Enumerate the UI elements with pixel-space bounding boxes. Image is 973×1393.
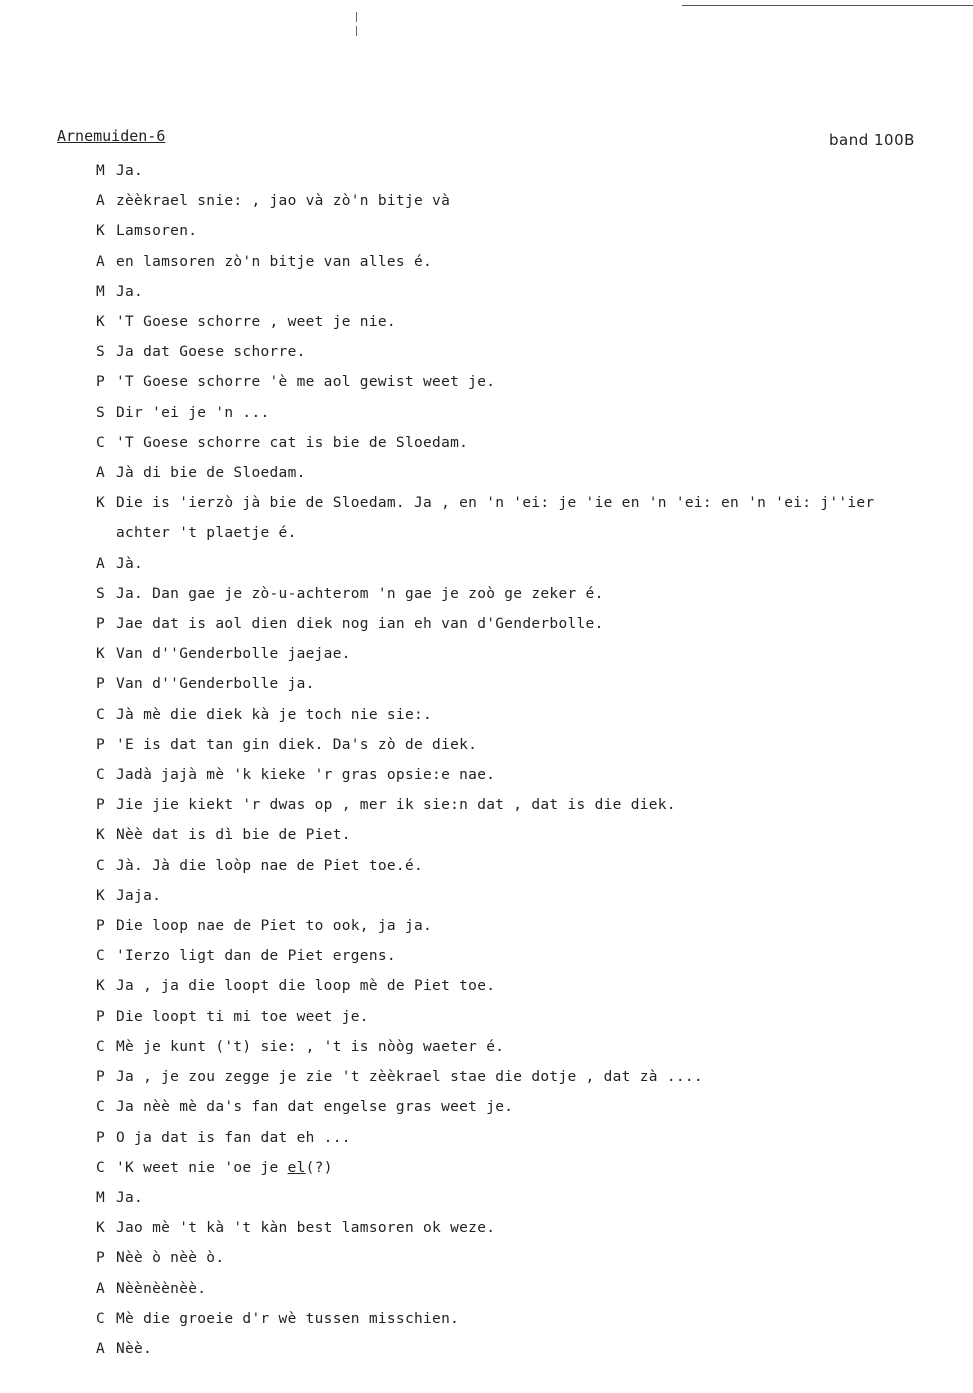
speaker-label: K <box>96 978 106 995</box>
utterance-text: Jadà jajà mè 'k kieke 'r gras opsie:e nae. <box>116 767 496 784</box>
transcript-line <box>96 851 966 881</box>
utterance-text: Jà. Jà die loòp nae de Piet toe.é. <box>116 857 424 874</box>
transcript-line <box>96 760 966 790</box>
transcript-line <box>96 1153 966 1183</box>
utterance-text: Ja nèè mè da's fan dat engelse gras weet je. <box>116 1099 514 1116</box>
speaker-label: P <box>96 1069 106 1086</box>
band-label: band 100B <box>829 131 915 149</box>
speaker-label: C <box>96 1310 106 1327</box>
utterance-text: Ja. Dan gae je zò-u-achterom 'n gae je zoò ge zeker é. <box>116 585 604 602</box>
top-rule <box>682 5 973 6</box>
utterance-text: Jao mè 't kà 't kàn best lamsoren ok weze. <box>116 1220 496 1237</box>
speaker-label: P <box>96 676 106 693</box>
utterance-text: Nèènèènèè. <box>116 1280 207 1297</box>
speaker-label: P <box>96 1129 106 1146</box>
utterance-text: achter 't plaetje é. <box>116 525 297 542</box>
transcript-line <box>96 820 966 850</box>
speaker-label: P <box>96 797 106 814</box>
utterance-suffix: (?) <box>305 1159 333 1176</box>
transcript-line <box>96 367 966 397</box>
speaker-label: A <box>96 555 106 572</box>
transcript-line <box>96 518 966 548</box>
utterance-text: Nèè dat is dì bie de Piet. <box>116 827 351 844</box>
utterance-text: 'E is dat tan gin diek. Da's zò de diek. <box>116 736 478 753</box>
transcript-line <box>96 428 966 458</box>
speaker-label: K <box>96 495 106 512</box>
utterance-text: 'T Goese schorre , weet je nie. <box>116 314 396 331</box>
speaker-label: C <box>96 1038 106 1055</box>
speaker-label: A <box>96 193 106 210</box>
transcript-line <box>96 1062 966 1092</box>
speaker-label: P <box>96 918 106 935</box>
transcript-line <box>96 1032 966 1062</box>
transcript-line <box>96 971 966 1001</box>
utterance-text: Van d''Genderbolle ja. <box>116 676 315 693</box>
utterance-text: Ja. <box>116 163 144 179</box>
utterance-text: Mè die groeie d'r wè tussen misschien. <box>116 1310 460 1327</box>
speaker-label: P <box>96 1008 106 1025</box>
speaker-label: C <box>96 948 106 965</box>
utterance-text: 'T Goese schorre 'è me aol gewist weet je. <box>116 374 496 391</box>
speaker-label: C <box>96 706 106 723</box>
transcript-line <box>96 790 966 820</box>
speaker-label: K <box>96 887 106 904</box>
speaker-label: C <box>96 767 106 784</box>
speaker-label: S <box>96 344 106 361</box>
utterance-text: Ja dat Goese schorre. <box>116 344 306 361</box>
speaker-label: P <box>96 736 106 753</box>
transcript-line <box>96 398 966 428</box>
transcript-line <box>96 579 966 609</box>
speaker-label: K <box>96 314 106 331</box>
transcript-lines <box>96 156 966 1364</box>
document-title: Arnemuiden-6 <box>57 127 166 145</box>
utterance-text: Jae dat is aol dien diek nog ian eh van d'Genderbolle. <box>116 616 604 633</box>
utterance-text: 'K weet nie 'oe je <box>116 1159 288 1176</box>
speaker-label: M <box>96 163 106 179</box>
speaker-label: K <box>96 646 106 663</box>
transcript-line <box>96 941 966 971</box>
speaker-label: P <box>96 374 106 391</box>
transcript-line <box>96 1123 966 1153</box>
transcript-line <box>96 609 966 639</box>
transcript-line <box>96 277 966 307</box>
speaker-label: P <box>96 616 106 633</box>
utterance-text: en lamsoren zò'n bitje van alles é. <box>116 253 433 270</box>
utterance-text: Jaja. <box>116 887 162 904</box>
transcript-line <box>96 730 966 760</box>
utterance-text: Jà mè die diek kà je toch nie sie:. <box>116 706 433 723</box>
transcript-line <box>96 247 966 277</box>
speaker-label: A <box>96 253 106 270</box>
transcript-line <box>96 669 966 699</box>
utterance-text: Die loopt ti mi toe weet je. <box>116 1008 369 1025</box>
speaker-label: P <box>96 1250 106 1267</box>
utterance-text: zèèkrael snie: , jao và zò'n bitje và <box>116 193 451 210</box>
transcript-line <box>96 458 966 488</box>
transcript-line <box>96 1092 966 1122</box>
speaker-label: A <box>96 465 106 482</box>
speaker-label: C <box>96 857 106 874</box>
speaker-label: K <box>96 223 106 240</box>
transcript-line <box>96 1334 966 1364</box>
transcript-line <box>96 639 966 669</box>
underlined-word: el <box>287 1159 306 1176</box>
utterance-text: Die is 'ierzò jà bie de Sloedam. Ja , en 'n 'ei: je 'ie en 'n 'ei: en 'n 'ei: j''ier <box>116 495 875 512</box>
speaker-label: A <box>96 1340 106 1357</box>
utterance-text: Jà. <box>116 555 144 572</box>
transcript-line <box>96 881 966 911</box>
utterance-text: Ja. <box>116 283 144 300</box>
transcript-line <box>96 1274 966 1304</box>
speaker-label: M <box>96 283 106 300</box>
transcript-line <box>96 1213 966 1243</box>
transcript-line <box>96 156 966 186</box>
utterance-text: Ja. <box>116 1189 144 1206</box>
transcript-line <box>96 1243 966 1273</box>
speaker-label: C <box>96 1099 106 1116</box>
transcript-line <box>96 549 966 579</box>
tick-mark <box>356 12 357 22</box>
transcript-line <box>96 1002 966 1032</box>
utterance-text: Mè je kunt ('t) sie: , 't is nòòg waeter é. <box>116 1038 505 1055</box>
utterance-text: Lamsoren. <box>116 223 198 240</box>
transcript-line <box>96 307 966 337</box>
utterance-text: Ja , je zou zegge je zie 't zèèkrael stae die dotje , dat zà .... <box>116 1069 703 1086</box>
utterance-text: Dir 'ei je 'n ... <box>116 404 270 421</box>
speaker-label: S <box>96 404 106 421</box>
speaker-label: A <box>96 1280 106 1297</box>
utterance-text: 'T Goese schorre cat is bie de Sloedam. <box>116 434 469 451</box>
speaker-label: M <box>96 1189 106 1206</box>
speaker-label: K <box>96 827 106 844</box>
transcript-line <box>96 700 966 730</box>
speaker-label: K <box>96 1220 106 1237</box>
transcript-line <box>96 337 966 367</box>
transcript-line <box>96 488 966 518</box>
utterance-text: 'Ierzo ligt dan de Piet ergens. <box>116 948 396 965</box>
utterance-text: Ja , ja die loopt die loop mè de Piet toe. <box>116 978 496 995</box>
utterance-text: Die loop nae de Piet to ook, ja ja. <box>116 918 433 935</box>
utterance-text: Jie jie kiekt 'r dwas op , mer ik sie:n dat , dat is die diek. <box>116 797 676 814</box>
utterance-text: Nèè. <box>116 1340 153 1357</box>
utterance-text: Van d''Genderbolle jaejae. <box>116 646 351 663</box>
transcript-line <box>96 911 966 941</box>
utterance-text: Nèè ò nèè ò. <box>116 1250 225 1267</box>
utterance-text: Jà di bie de Sloedam. <box>116 465 306 482</box>
utterance-text: O ja dat is fan dat eh ... <box>116 1129 351 1146</box>
speaker-label: C <box>96 1159 106 1176</box>
speaker-label: C <box>96 434 106 451</box>
tick-mark <box>356 26 357 36</box>
speaker-label: S <box>96 585 106 602</box>
transcript-line <box>96 216 966 246</box>
transcript-line <box>96 1183 966 1213</box>
transcript-line <box>96 186 966 216</box>
transcript-line <box>96 1304 966 1334</box>
